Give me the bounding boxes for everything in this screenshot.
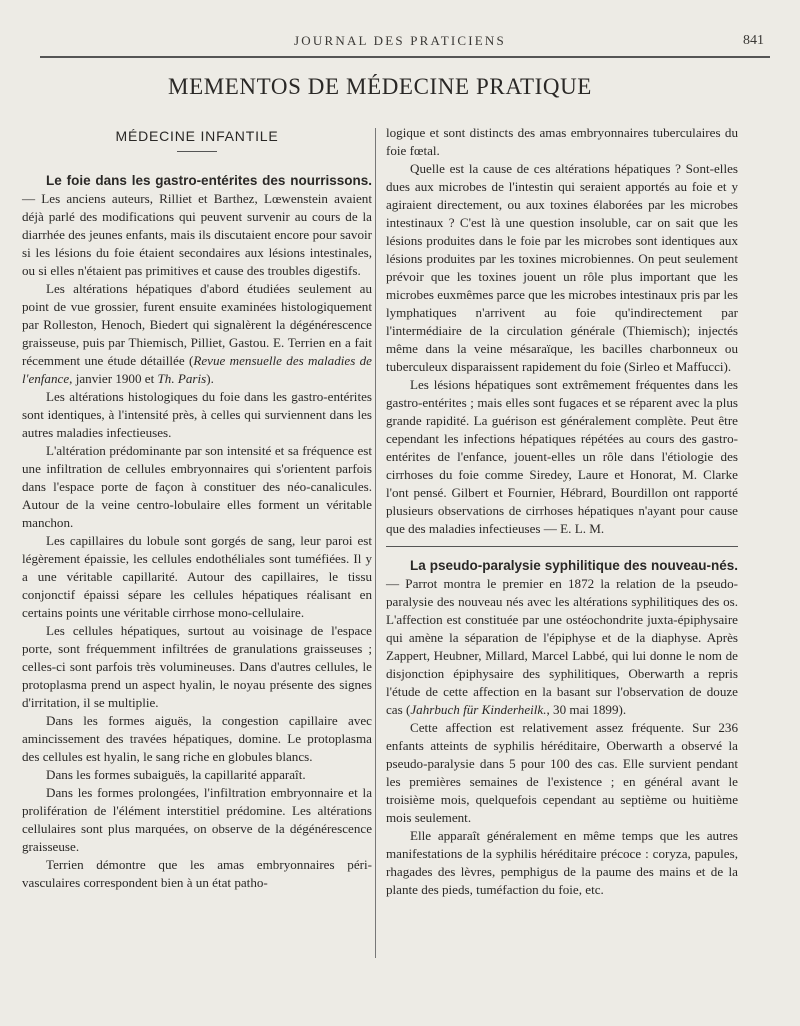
article-paragraph: Dans les formes subaiguës, la capillarité apparaît.	[46, 767, 306, 782]
article-paragraph: Les altérations histologiques du foie dans les gastro-entérites sont identiques, à l'intensité près, à celles qui surviennent dans les autres maladies infectieuses.	[22, 389, 372, 440]
article-paragraph: Elle apparaît généralement en même temps que les autres manifestations de la syphilis héréditaire précoce : coryza, papules, rhagades des lèvres, pemphigus de la paume des mains et de la plante des pieds, tuméfaction du foie, etc.	[386, 828, 738, 897]
header-rule	[40, 56, 770, 58]
journal-name: JOURNAL DES PRATICIENS	[294, 33, 506, 48]
article-paragraph: Cette affection est relativement assez fréquente. Sur 236 enfants atteints de syphilis héréditaire, Oberwarth a observé la pseudo-paralysie dans 5 pour 100 des cas. Elle survient pendant les premières semaines de l'existence ; en général avant le troisième mois, quelquefois cependant au septième ou huitième mois seulement.	[386, 720, 738, 825]
running-head	[30, 31, 770, 51]
left-column	[22, 127, 372, 892]
article-paragraph: Les capillaires du lobule sont gorgés de sang, leur paroi est légèrement épaissie, les cellules endothéliales sont tuméfiées. Il y a une véritable capillarité. Autour des capillaires, le tissu conjonctif épaissi sépare les cellules hépatiques réalisant en certains points une véritable cirrhose mono-cellulaire.	[22, 533, 372, 620]
paragraph-text: Les altérations hépatiques d'abord étudiées seulement au point de vue grossier, furent ensuite examinées histologiquement par Rolleston, Henoch, Biedert qui signalèrent la dégénérescence graisseuse, puis par Thiemisch, Pilliet, Gastou. E. Terrien en a fait récemment une étude détaillée (	[22, 281, 372, 368]
page-number: 841	[743, 33, 764, 48]
section-heading-text: MÉDECINE INFANTILE	[115, 128, 279, 144]
paragraph-text: — Parrot montra le premier en 1872 la relation de la pseudo-paralysie des nouveau nés avec les altérations syphilitiques des os. L'affection est constituée par une ostéochondrite juxta-épiphysaire qui amène la séparation de l'épiphyse et de la diaphyse. Après Zappert, Heubner, Millard, Marcel Labbé, qui lui donne le nom de disjonction épiphysaire des syphilitiques, Oberwarth a repris l'étude de cette affection en la basant sur l'observation de douze cas (	[386, 576, 738, 717]
article-paragraph	[22, 172, 372, 280]
article-title: La pseudo-paralysie syphilitique des nouveau-nés.	[410, 558, 738, 573]
article-paragraph	[386, 557, 738, 719]
citation: Revue mensuelle des maladies de l'enfance	[22, 353, 372, 386]
article-title: Le foie dans les gastro-entérites des nourrissons.	[46, 173, 372, 188]
citation: Jahrbuch für Kinderheilk.	[410, 702, 547, 717]
section-heading-rule	[177, 151, 217, 152]
page-title: MEMENTOS DE MÉDECINE PRATIQUE	[168, 74, 592, 99]
right-column	[386, 124, 738, 899]
citation: Th. Paris	[157, 371, 207, 386]
paragraph-text: , janvier 1900 et	[69, 371, 158, 386]
article-paragraph: logique et sont distincts des amas embryonnaires tuberculaires du foie fœtal.	[386, 125, 738, 158]
paragraph-text: , 30 mai 1899).	[546, 702, 627, 717]
article-paragraph: L'altération prédominante par son intensité et sa fréquence est une infiltration de cellules embryonnaires qui s'orientent parfois dans l'espace porte de façon à constituer des néo-canalicules. Autour de la veine centro-lobulaire elles forment un véritable manchon.	[22, 443, 372, 530]
article-paragraph: Quelle est la cause de ces altérations hépatiques ? Sont-elles dues aux microbes de l'intestin qui seraient apportés au foie et y agiraient directement, ou aux toxines élaborées par les microbes intestinaux ? C'est là une question insoluble, car on sait que les lésions produites dans le foie par les microbes sont identiques aux lésions produites par les toxines microbiennes. On peut seulement prévoir que les toxines jouent un rôle plus important que les microbes euxmêmes parce que les microbes intestinaux pris par les lymphatiques n'arrivent au foie qu'indirectement par l'intermédiaire de la circulation générale (Thiemisch); injectés même dans la veine mésaraïque, les bacilles charbonneux ou tuberculeux disparaissent rapidement du foie (Sirleo et Maffucci).	[386, 161, 738, 374]
article-paragraph: Terrien démontre que les amas embryonnaires péri-vasculaires correspondent bien à un état patho-	[22, 857, 372, 890]
article-paragraph	[22, 280, 372, 388]
article-paragraph: Les lésions hépatiques sont extrêmement fréquentes dans les gastro-entérites ; mais elles sont fugaces et se réparent avec la plus grande rapidité. La guérison est généralement complète. Peut être cependant les infections hépatiques répétées au cours des gastro-entérites de l'enfance, jouent-elles un rôle dans l'étiologie des cirrhoses du foie comme Siredey, Laure et Honorat, M. Clarke l'ont pensé. Gilbert et Fournier, Hébrard, Bourdillon ont rapporté plusieurs observations de cirrhoses hépatiques n'ayant pour cause que des maladies infectieuses — E. L. M.	[386, 377, 738, 536]
article-separator	[386, 546, 738, 547]
article-lead-text: — Les anciens auteurs, Rilliet et Barthez, Lœwenstein avaient déjà parlé des modifications qui peuvent survenir au cours de la diarrhée des jeunes enfants, mais ils discutaient encore pour savoir si les lésions du foie étaient secondaires aux lésions intestinales, ou si elles n'étaient pas primitives et cause des troubles digestifs.	[22, 191, 372, 278]
section-heading	[22, 127, 372, 158]
article-paragraph: Les cellules hépatiques, surtout au voisinage de l'espace porte, sont fréquemment infiltrées de granulations graisseuses ; celles-ci sont parfois très volumineuses. Dans d'autres cellules, le protoplasma prend un aspect hyalin, le noyau présente des signes d'irritation, il se multiplie.	[22, 623, 372, 710]
article-paragraph: Dans les formes prolongées, l'infiltration embryonnaire et la prolifération de l'élément interstitiel prédomine. Les altérations cellulaires sont plus marquées, on observe de la dégénérescence graisseuse.	[22, 785, 372, 854]
column-divider	[375, 128, 376, 958]
article-paragraph: Dans les formes aiguës, la congestion capillaire avec amincissement des travées hépatiques, domine. Le protoplasma des cellules est hyalin, le sang riche en globules blancs.	[22, 713, 372, 764]
paragraph-text: ).	[206, 371, 214, 386]
